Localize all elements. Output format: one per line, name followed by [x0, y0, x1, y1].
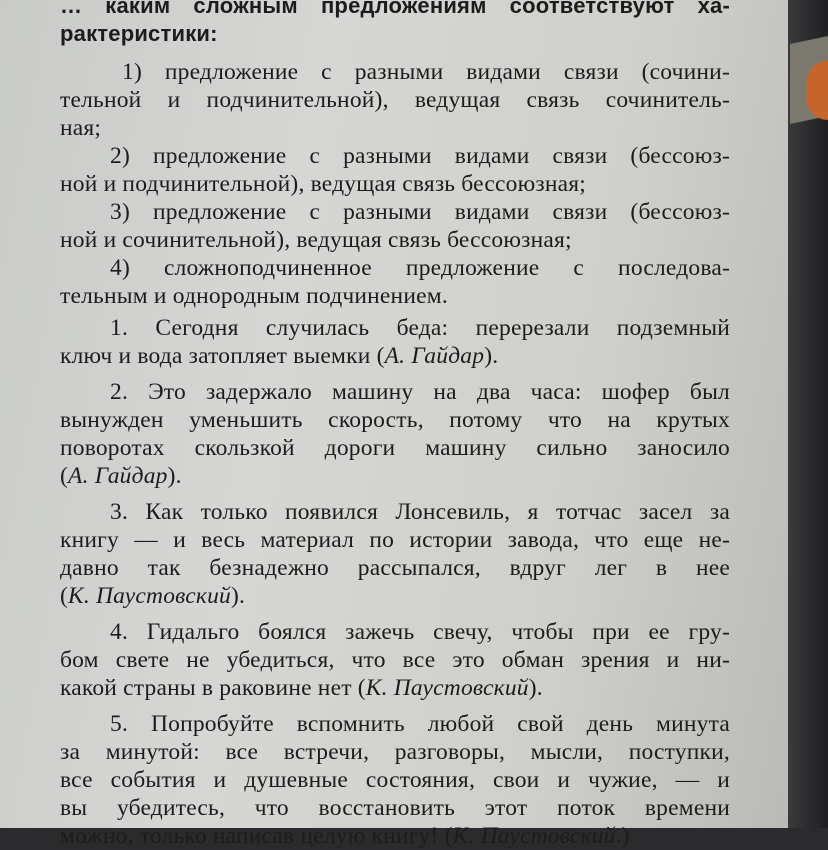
sentence-text: какой страны в раковине нет ( — [60, 675, 366, 701]
sentence-line: бом свете не убедиться, что все это обман зрения и ни- — [60, 647, 730, 673]
author-source: К. Паустовский — [365, 675, 529, 701]
task-header-line-1: … каким сложным предложениям соответствуют ха- — [60, 0, 730, 18]
task-header-line-2: рактеристики: — [60, 21, 218, 46]
sentence-line — [60, 674, 730, 702]
background-surface — [788, 0, 828, 828]
sentence-text: ( — [60, 583, 69, 609]
sentence-line — [60, 462, 730, 490]
sentence-line — [60, 582, 730, 610]
sentence-tail: ). — [528, 675, 543, 701]
sentence-line: вынужден уменьшить скорость, потому что на крутых — [60, 407, 730, 433]
characteristic-line: 2) предложение с разными видами связи (бессоюз- — [110, 143, 730, 169]
sentence-line: 1. Сегодня случилась беда: перерезали подземный — [110, 315, 730, 341]
characteristic-line: 4) сложноподчиненное предложение с последова- — [110, 255, 730, 281]
page-text — [60, 0, 730, 850]
sentence-text: можно, только написав целую книгу! ( — [60, 823, 453, 849]
characteristic-3 — [60, 198, 730, 254]
sentence-line: 4. Гидальго боялся зажечь свечу, чтобы при ее гру- — [110, 619, 730, 645]
sentence-line: 5. Попробуйте вспомнить любой свой день минута — [110, 711, 730, 737]
characteristic-1 — [60, 58, 730, 142]
author-source: К. Паустовский — [452, 823, 616, 849]
sentence-line: вы убедитесь, что восстановить этот поток времени — [60, 795, 730, 821]
sentence-line: все события и душевные состояния, свои и чужие, — и — [60, 767, 730, 793]
characteristic-line: 3) предложение с разными видами связи (бессоюз- — [110, 199, 730, 225]
characteristic-line: ной и сочинительной), ведущая связь бессоюзная; — [60, 227, 572, 253]
background-orange-object — [806, 60, 828, 120]
sentence-line: за минутой: все встречи, разговоры, мысли, поступки, — [60, 739, 730, 765]
sentence-line — [60, 822, 730, 850]
sentence-line — [60, 342, 730, 370]
characteristic-4 — [60, 254, 730, 310]
characteristic-2 — [60, 142, 730, 198]
sentence-2 — [60, 378, 730, 490]
characteristic-line: тельной и подчинительной), ведущая связь сочинитель- — [60, 87, 730, 113]
characteristic-line: ная; — [60, 115, 102, 141]
sentence-tail: ). — [167, 463, 182, 489]
characteristic-line: ной и подчинительной), ведущая связь бессоюзная; — [60, 171, 586, 197]
characteristic-line: тельным и однородным подчинением. — [60, 283, 448, 309]
sentence-tail: ). — [484, 343, 499, 369]
sentence-5 — [60, 710, 730, 850]
author-source: А. Гайдар — [68, 463, 168, 489]
sentence-line: 3. Как только появился Лонсевиль, я тотчас засел за — [110, 499, 730, 525]
sentence-tail: .) — [615, 823, 630, 849]
sentence-line: давно так безнадежно рассыпался, вдруг лег в нее — [60, 555, 730, 581]
sentence-line: 2. Это задержало машину на два часа: шофер был — [110, 379, 730, 405]
sentence-3 — [60, 498, 730, 610]
sentence-line: поворотах скользкой дороги машину сильно заносило — [60, 435, 730, 461]
author-source: К. Паустовский — [68, 583, 231, 609]
characteristic-line: 1) предложение с разными видами связи (сочини- — [122, 59, 730, 85]
sentence-4 — [60, 618, 730, 702]
sentence-text: ключ и вода затопляет выемки ( — [60, 343, 385, 369]
author-source: А. Гайдар — [384, 343, 485, 369]
sentence-tail: ). — [231, 583, 246, 609]
sentence-text: ( — [60, 463, 69, 489]
sentence-1 — [60, 314, 730, 370]
sentence-line: книгу — и весь материал по истории завода, что еще не- — [60, 527, 730, 553]
